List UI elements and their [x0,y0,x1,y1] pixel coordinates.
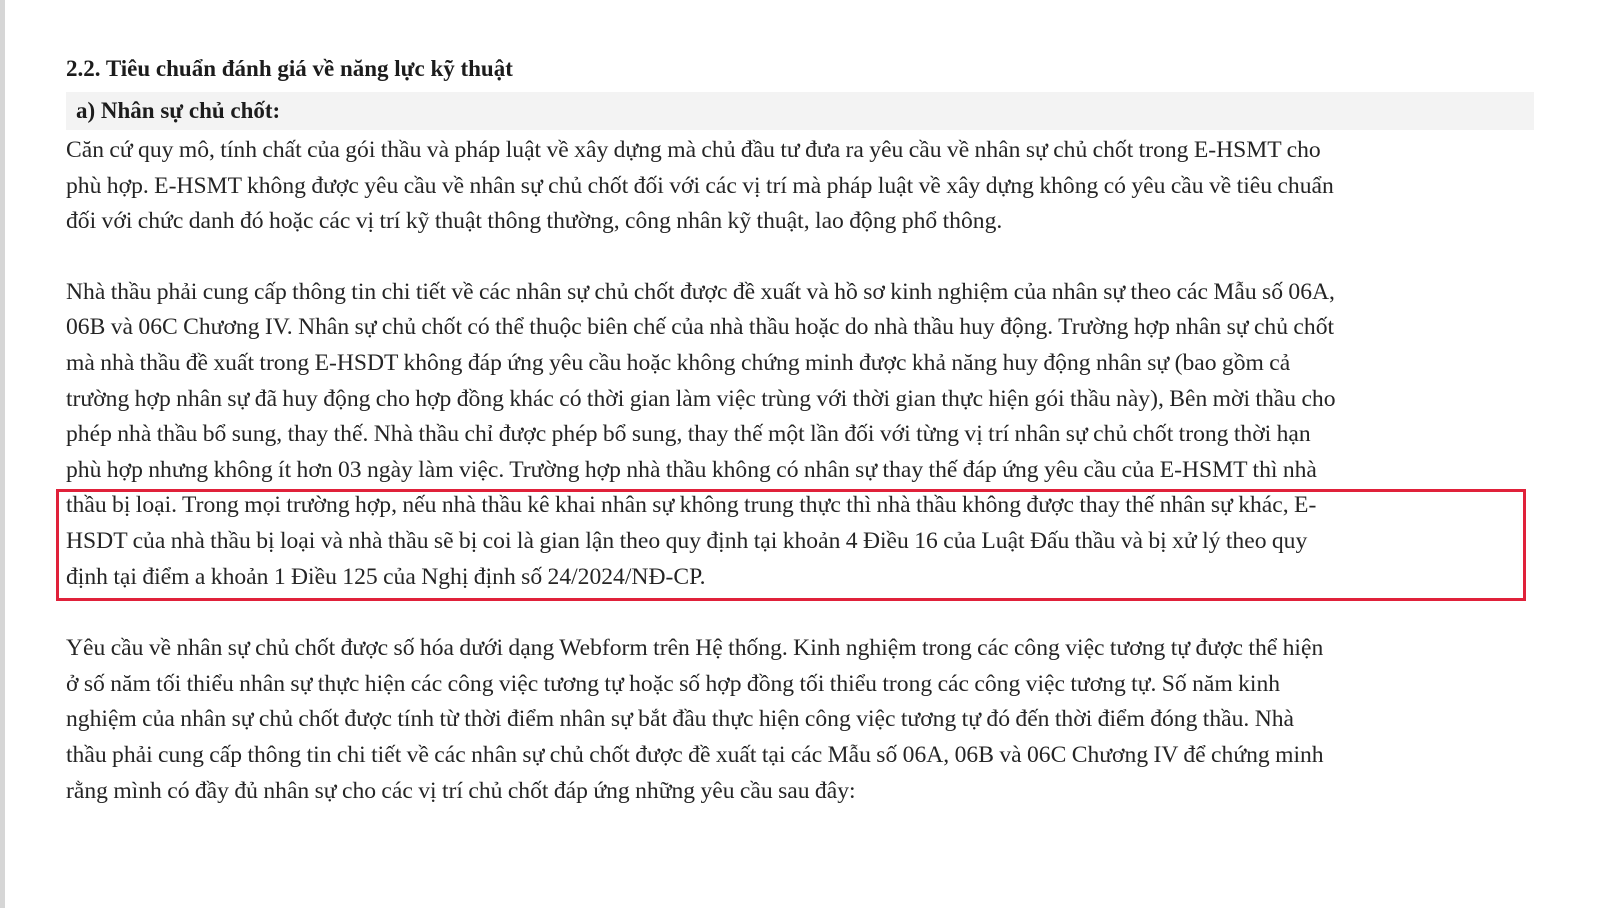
paragraph-line: 06B và 06C Chương IV. Nhân sự chủ chốt có thể thuộc biên chế của nhà thầu hoặc do nhà thầu huy động. Trường hợp nhân sự chủ chốt [66,314,1335,341]
paragraph-line: Nhà thầu phải cung cấp thông tin chi tiết về các nhân sự chủ chốt được đề xuất và hồ sơ kinh nghiệm của nhân sự theo các Mẫu số 06A, [66,278,1335,305]
paragraph-line: trường hợp nhân sự đã huy động cho hợp đồng khác có thời gian làm việc trùng với thời gian thực hiện gói thầu này), Bên mời thầu cho [66,385,1336,412]
paragraph-line: rằng mình có đầy đủ nhân sự cho các vị trí chủ chốt đáp ứng những yêu cầu sau đây: [66,777,856,804]
highlighted-line: HSDT của nhà thầu bị loại và nhà thầu sẽ bị coi là gian lận theo quy định tại khoản 4 Điều 16 của Luật Đấu thầu và bị xử lý theo quy [66,527,1308,554]
paragraph-line: Căn cứ quy mô, tính chất của gói thầu và pháp luật về xây dựng mà chủ đầu tư đưa ra yêu cầu về nhân sự chủ chốt trong E-HSMT cho [66,137,1321,163]
highlighted-passage [66,488,1536,595]
highlighted-line: thầu bị loại. Trong mọi trường hợp, nếu nhà thầu kê khai nhân sự không trung thực thì nhà thầu không được thay thế nhân sự khác, E- [66,492,1317,519]
paragraph-line: đối với chức danh đó hoặc các vị trí kỹ thuật thông thường, công nhân kỹ thuật, lao động phổ thông. [66,208,1003,235]
section-heading: 2.2. Tiêu chuẩn đánh giá về năng lực kỹ thuật [66,56,513,81]
subsection-heading: a) Nhân sự chủ chốt: [66,92,1534,130]
paragraph-2 [66,275,1536,489]
paragraph-line: nghiệm của nhân sự chủ chốt được tính từ thời điểm nhân sự bắt đầu thực hiện công việc tương tự đó đến thời điểm đóng thầu. Nhà [66,706,1295,733]
paragraph-line: phù hợp. E-HSMT không được yêu cầu về nhân sự chủ chốt đối với các vị trí mà pháp luật về xây dựng không có yêu cầu về tiêu chuẩn [66,172,1334,199]
page-left-edge [0,0,5,908]
paragraph-1 [66,133,1536,240]
paragraph-line: ở số năm tối thiểu nhân sự thực hiện các công việc tương tự hoặc số hợp đồng tối thiểu trong các công việc tương tự. Số năm kinh [66,670,1281,697]
paragraph-line: Yêu cầu về nhân sự chủ chốt được số hóa dưới dạng Webform trên Hệ thống. Kinh nghiệm trong các công việc tương tự được thể hiện [66,635,1324,662]
paragraph-line: thầu phải cung cấp thông tin chi tiết về các nhân sự chủ chốt được đề xuất tại các Mẫu số 06A, 06B và 06C Chương IV để chứng minh [66,741,1324,768]
paragraph-line: phù hợp nhưng không ít hơn 03 ngày làm việc. Trường hợp nhà thầu không có nhân sự thay thế đáp ứng yêu cầu của E-HSMT thì nhà [66,456,1317,483]
document-body [66,52,1536,809]
paragraph-line: mà nhà thầu đề xuất trong E-HSDT không đáp ứng yêu cầu hoặc không chứng minh được khả năng huy động nhân sự (bao gồm cả [66,349,1291,376]
paragraph-3 [66,631,1536,809]
highlighted-line: định tại điểm a khoản 1 Điều 125 của Nghị định số 24/2024/NĐ-CP. [66,563,706,590]
paragraph-line: phép nhà thầu bổ sung, thay thế. Nhà thầu chỉ được phép bổ sung, thay thế một lần đối với từng vị trí nhân sự chủ chốt trong thời hạn [66,421,1311,448]
